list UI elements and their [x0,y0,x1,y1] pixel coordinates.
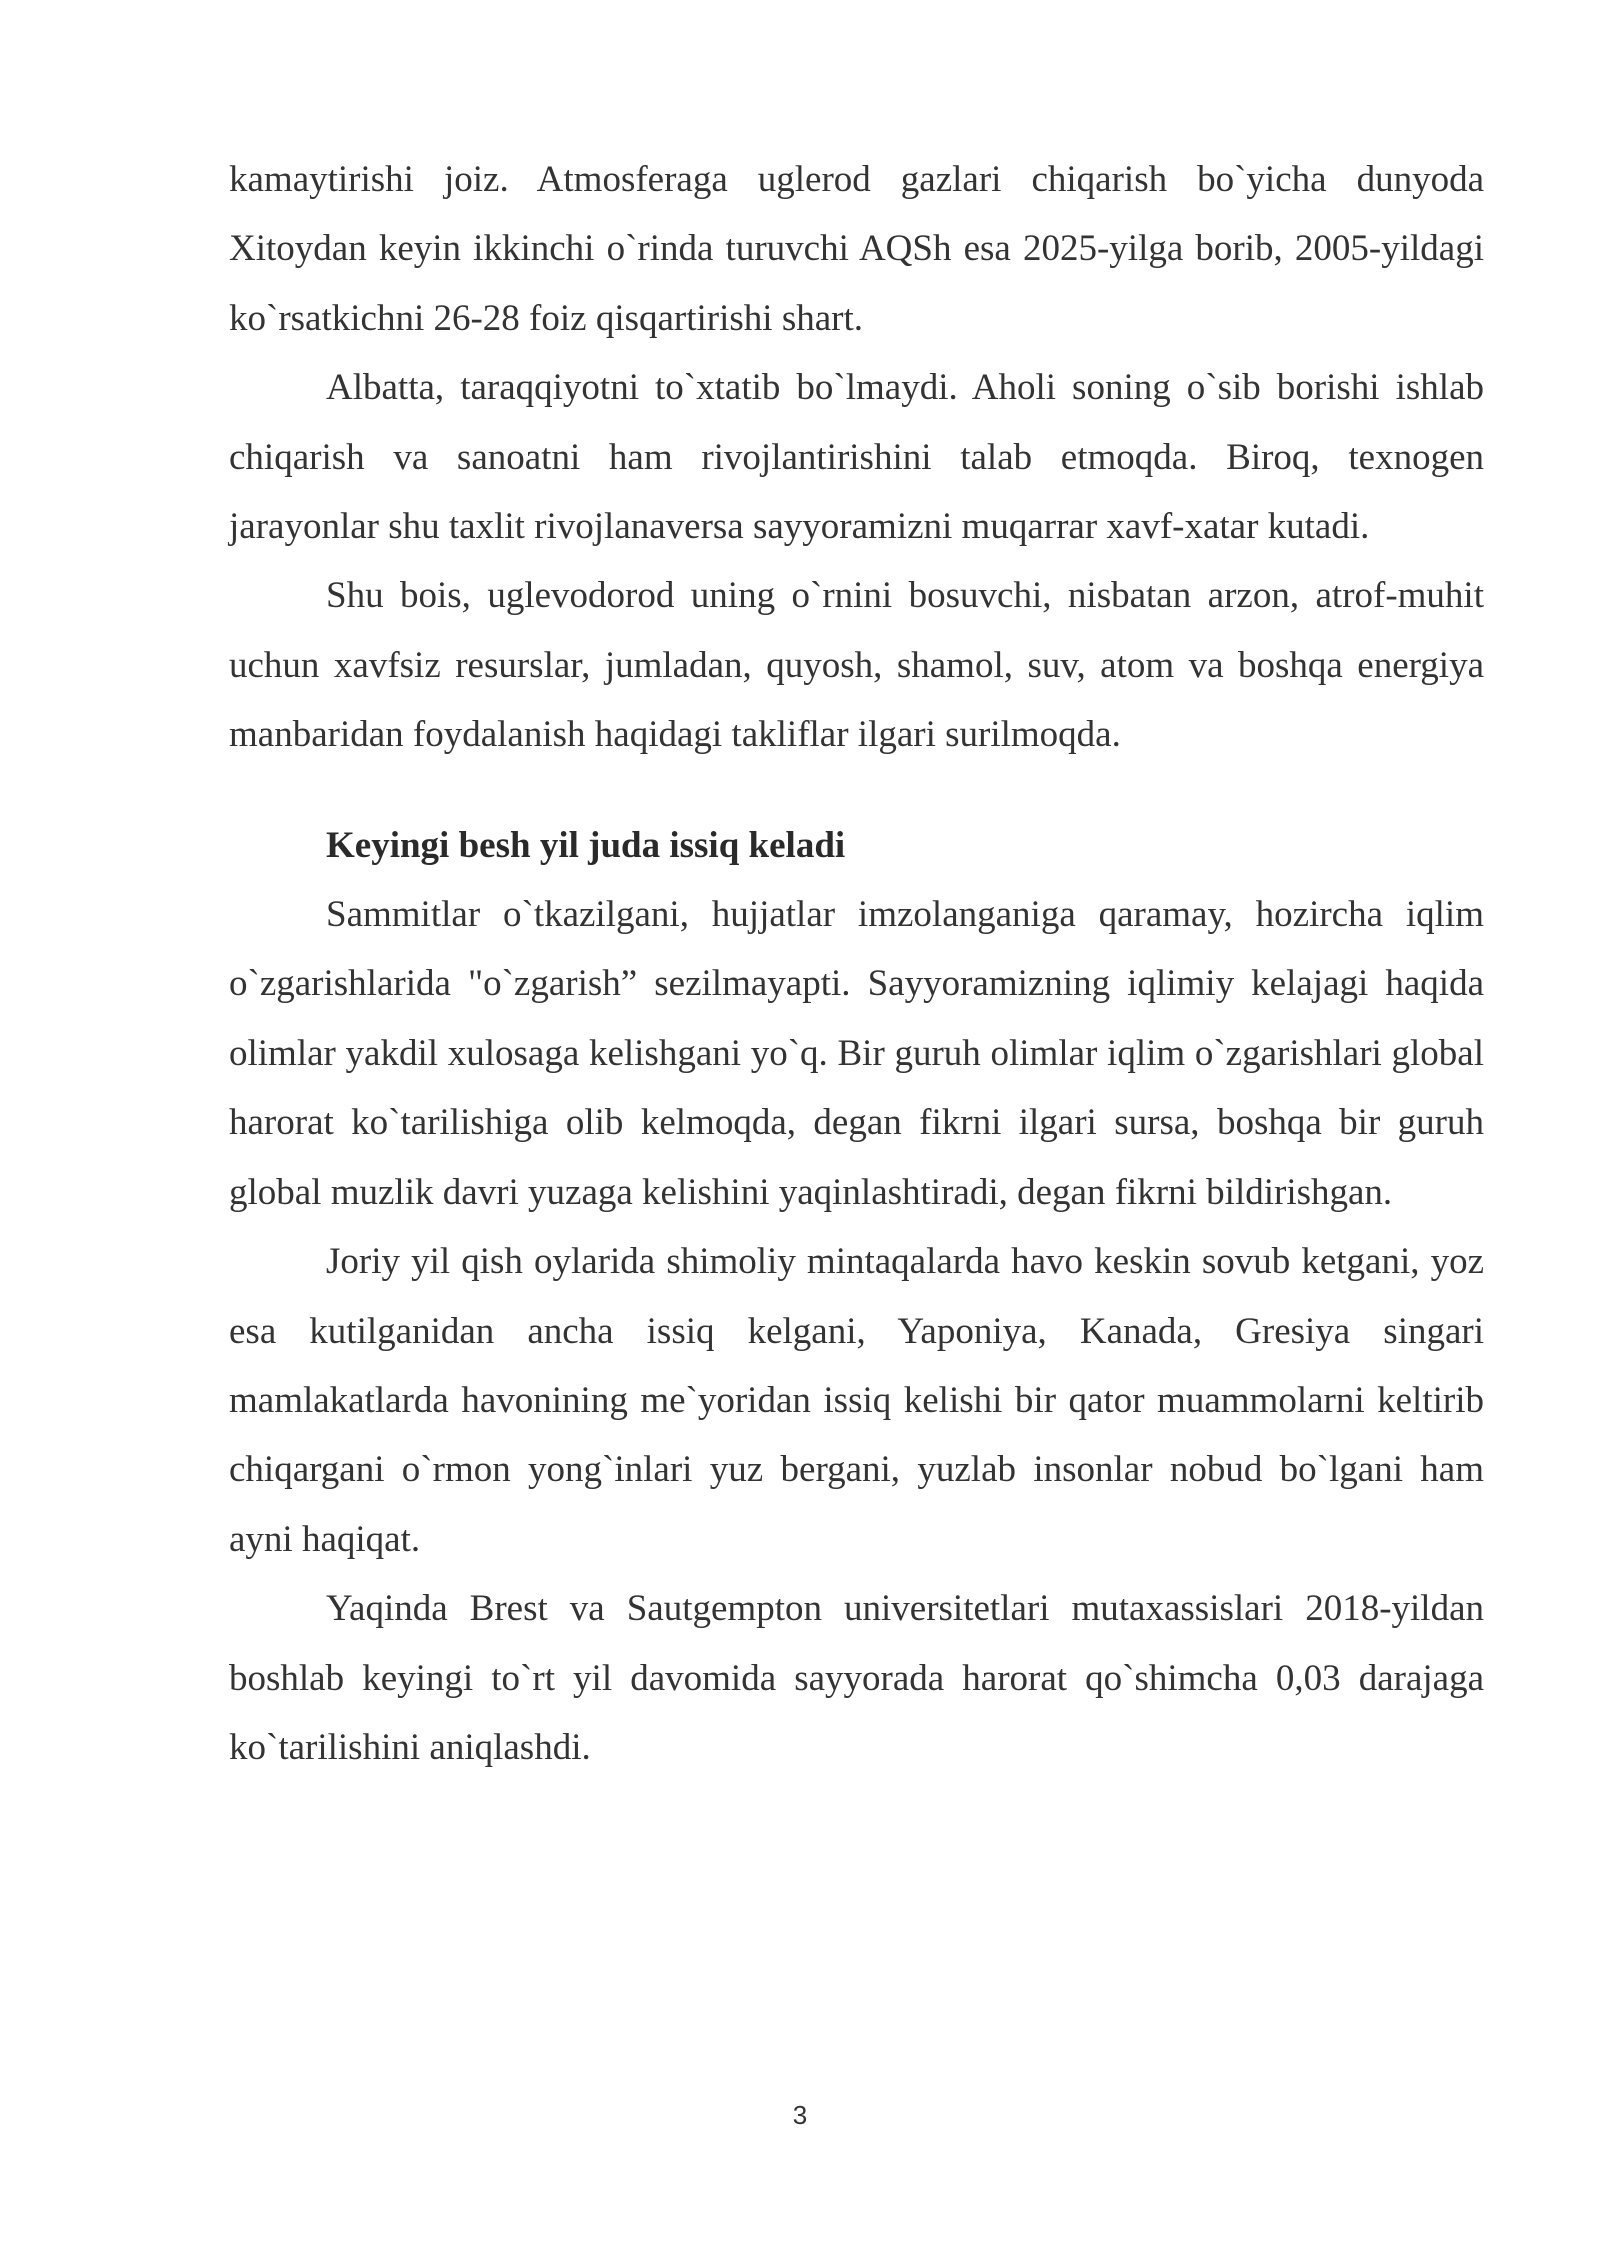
paragraph-temperature-forecast: Yaqinda Brest va Sautgempton universitetlari mutaxassislari 2018-yildan boshlab keyingi to`rt yil davomida sayyorada harorat qo`shimcha 0,03 darajaga ko`tarilishini aniqlashdi. [229,1588,1484,1768]
paragraph-summits: Sammitlar o`tkazilgani, hujjatlar imzolanganiga qaramay, hozircha iqlim o`zgarishlarida "o`zgarish” sezilmayapti. Sayyoramizning iqlimiy kelajagi haqida olimlar yakdil xulosaga kelishgani yo`q. Bir guruh olimlar iqlim o`zgarishlari global harorat ko`tarilishiga olib kelmoqda, degan fikrni ilgari sursa, boshqa bir guruh global muzlik davri yuzaga kelishini yaqinlashtiradi, degan fikrni bildirishgan. [229,894,1484,1213]
paragraph-alternative-energy: Shu bois, uglevodorod uning o`rnini bosuvchi, nisbatan arzon, atrof-muhit uchun xavfsiz resurslar, jumladan, quyosh, shamol, suv, atom va boshqa energiya manbaridan foydalanish haqidagi takliflar ilgari surilmoqda. [229,575,1484,756]
document-page-body [229,145,1484,1782]
paragraph-progress: Albatta, taraqqiyotni to`xtatib bo`lmaydi. Aholi soning o`sib borishi ishlab chiqarish va sanoatni ham rivojlantirishini talab etmoqda. Biroq, texnogen jarayonlar shu taxlit rivojlanaversa sayyoramizni muqarrar xavf-xatar kutadi. [229,367,1484,548]
page-number: 3 [792,2100,808,2130]
section-heading: Keyingi besh yil juda issiq keladi [326,824,846,866]
paragraph-continuation: kamaytirishi joiz. Atmosferaga uglerod gazlari chiqarish bo`yicha dunyoda Xitoydan keyin ikkinchi o`rinda turuvchi AQSh esa 2025-yilga borib, 2005-yildagi ko`rsatkichni 26-28 foiz qisqartirishi shart. [229,159,1484,339]
paragraph-weather-events: Joriy yil qish oylarida shimoliy mintaqalarda havo keskin sovub ketgani, yoz esa kutilganidan ancha issiq kelgani, Yaponiya, Kanada, Gresiya singari mamlakatlarda havonining me`yoridan issiq kelishi bir qator muammolarni keltirib chiqargani o`rmon yong`inlari yuz bergani, yuzlab insonlar nobud bo`lgani ham ayni haqiqat. [229,1241,1484,1560]
